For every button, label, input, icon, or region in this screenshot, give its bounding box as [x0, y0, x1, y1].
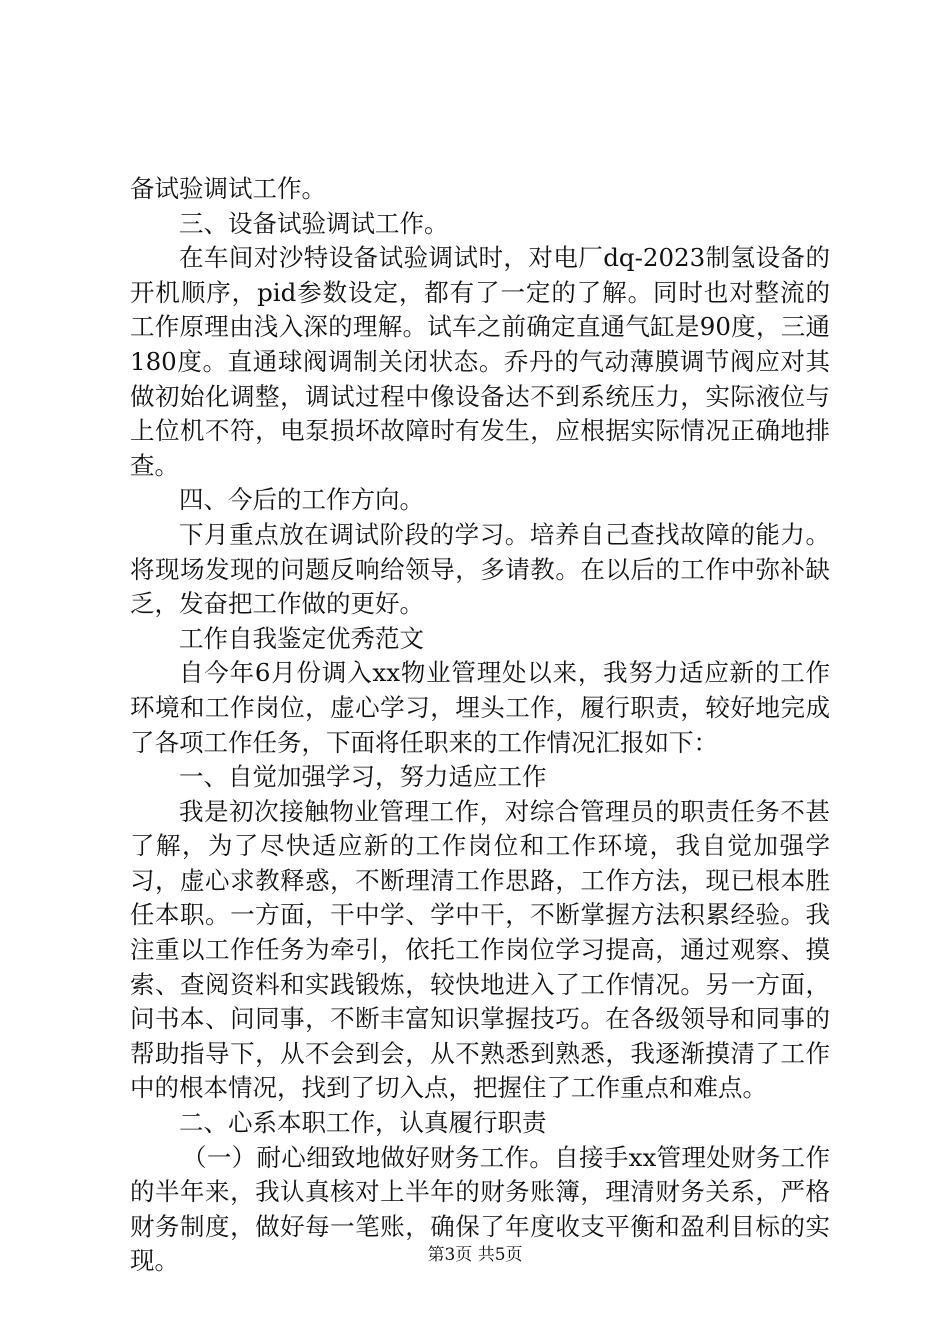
- paragraph-continuation: 备试验调试工作。: [130, 174, 326, 203]
- section-heading-1: 一、自觉加强学习，努力适应工作: [179, 762, 547, 792]
- section-heading-2: 二、心系本职工作，认真履行职责: [179, 1108, 547, 1138]
- document-body: [130, 172, 830, 1279]
- paragraph-finance: （一）耐心细致地做好财务工作。自接手xx管理处财务工作的半年来，我认真核对上半年的财务账簿，理清财务关系，严格财务制度，做好每一笔账，确保了年度收支平衡和盈利目标的实现。: [130, 1142, 830, 1276]
- paragraph-debugging: 在车间对沙特设备试验调试时，对电厂dq-2023制氢设备的开机顺序，pid参数设定，都有了一定的了解。同时也对整流的工作原理由浅入深的理解。试车之前确定直通气缸是90度，三通180度。直通球阀调制关闭状态。乔丹的气动薄膜调节阀应对其做初始化调整，调试过程中像设备达不到系统压力，实际液位与上位机不符，电泵损坏故障时有发生，应根据实际情况正确地排查。: [130, 243, 830, 480]
- page-number-footer: 第3页 共5页: [427, 1245, 523, 1265]
- section-heading-3: 三、设备试验调试工作。: [179, 208, 449, 238]
- article-title: 工作自我鉴定优秀范文: [179, 623, 424, 653]
- section-heading-4: 四、今后的工作方向。: [179, 485, 424, 515]
- paragraph-learning: 我是初次接触物业管理工作，对综合管理员的职责任务不甚了解，为了尽快适应新的工作岗位和工作环境，我自觉加强学习，虚心求教释惑，不断理清工作思路，工作方法，现已根本胜任本职。一方面，干中学、学中干，不断掌握方法积累经验。我注重以工作任务为牵引，依托工作岗位学习提高，通过观察、摸索、查阅资料和实践锻炼，较快地进入了工作情况。另一方面，问书本、问同事，不断丰富知识掌握技巧。在各级领导和同事的帮助指导下，从不会到会，从不熟悉到熟悉，我逐渐摸清了工作中的根本情况，找到了切入点，把握住了工作重点和难点。: [130, 796, 830, 1103]
- paragraph-intro: 自今年6月份调入xx物业管理处以来，我努力适应新的工作环境和工作岗位，虚心学习，埋头工作，履行职责，较好地完成了各项工作任务，下面将任职来的工作情况汇报如下：: [130, 658, 830, 757]
- paragraph-future-direction: 下月重点放在调试阶段的学习。培养自己查找故障的能力。将现场发现的问题反响给领导，多请教。在以后的工作中弥补缺乏，发奋把工作做的更好。: [130, 519, 830, 619]
